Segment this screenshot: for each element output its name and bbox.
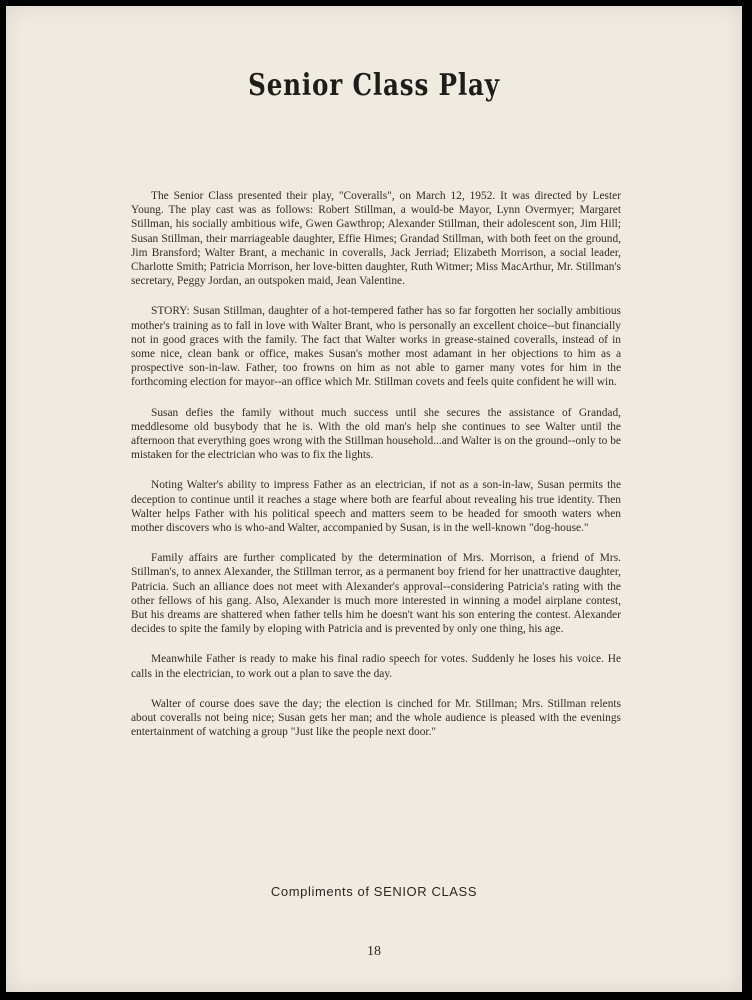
- document-page: [6, 6, 742, 992]
- article-body: [131, 189, 621, 756]
- paragraph-deception: Noting Walter's ability to impress Father as an electrician, if not as a son-in-law, Susan permits the deception to continue until it reaches a stage where both are fearful about revealing his true identity. Then Walter helps Father with his political speech and matters seem to be headed for smooth waters when mother discovers who is who-and Walter, accompanied by Susan, is in the well-known "dog-house.": [131, 479, 621, 535]
- page-number: 18: [367, 944, 381, 959]
- compliments-footer: Compliments of SENIOR CLASS: [270, 884, 478, 899]
- paragraph-cast: The Senior Class presented their play, "Coveralls", on March 12, 1952. It was directed by Lester Young. The play cast was as follows: Robert Stillman, a would-be Mayor, Lynn Overmyer; Margaret Stillman, his socially ambitious wife, Gwen Gawthrop; Alexander Stillman, their adolescent son, Jim Hill; Susan Stillman, their marriageable daughter, Effie Himes; Grandad Stillman, with both feet on the ground, Jim Bransford; Walter Brant, a mechanic in coveralls, Jack Jerriad; Elizabeth Morrison, a social leader, Charlotte Smith; Patricia Morrison, her love-bitten daughter, Ruth Witmer; Miss MacArthur, Mr. Stillman's secretary, Peggy Jordan, an outspoken maid, Jean Valentine.: [131, 190, 621, 288]
- paragraph-story: STORY: Susan Stillman, daughter of a hot-tempered father has so far forgotten her socially ambitious mother's training as to fall in love with Walter Brant, who is personally an excellent choice--but financially not in good graces with the family. The fact that Walter works in grease-stained coveralls, instead of in some nice, clean bank or office, makes Susan's mother most adamant in her objections to him as a prospective son-in-law. Father, too frowns on him as not able to garner many votes for him in the forthcoming election for mayor--an office which Mr. Stillman covets and feels quite confident he will win.: [131, 305, 621, 389]
- paragraph-radio-speech: Meanwhile Father is ready to make his final radio speech for votes. Suddenly he loses his voice. He calls in the electrician, to work out a plan to save the day.: [131, 653, 621, 680]
- paragraph-ending: Walter of course does save the day; the election is cinched for Mr. Stillman; Mrs. Stillman relents about coveralls not being nice; Susan gets her man; and the whole audience is pleased with the evenings entertainment of watching a group "Just like the people next door.": [131, 697, 621, 739]
- paragraph-family-affairs: Family affairs are further complicated by the determination of Mrs. Morrison, a friend of Mrs. Stillman's, to annex Alexander, the Stillman terror, as a permanent boy friend for her unattractive daughter, Patricia. Such an alliance does not meet with Alexander's approval--considering Patricia's rating with the other fellows of his gang. Also, Alexander is much more interested in winning a model airplane contest, But his dreams are shattered when father tells him he doesn't want his son entering the contest. Alexander decides to spite the family by eloping with Patricia and is prevented by only one thing, his age.: [131, 552, 621, 636]
- paragraph-grandad: Susan defies the family without much success until she secures the assistance of Grandad, meddlesome old busybody that he is. With the old man's help she continues to see Walter until the afternoon that everything goes wrong with the Stillman household...and Walter is on the ground--only to be mistaken for the electrician who was to fix the lights.: [131, 406, 621, 462]
- page-title: Senior Class Play: [248, 68, 500, 103]
